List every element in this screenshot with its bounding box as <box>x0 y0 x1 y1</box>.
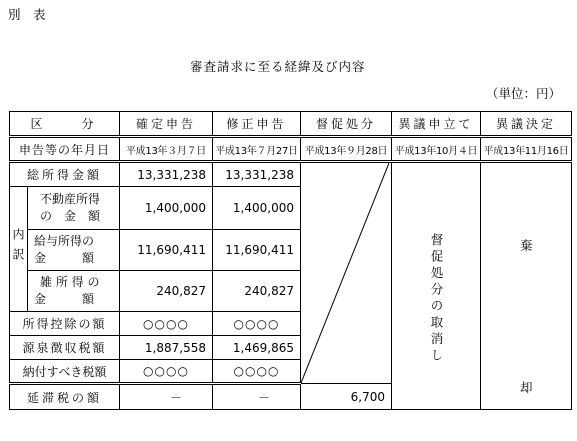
deduction-label: 所得控除の額 <box>10 312 120 336</box>
real-estate-label-line1: 不動産所得 <box>40 192 101 206</box>
delinquency-label: 延滞税の額 <box>10 384 120 410</box>
misc-label-line2: 金 額 <box>34 292 95 306</box>
tokusoku-merged-cell <box>301 162 392 384</box>
uchiwake-label: 内訳 <box>11 227 25 268</box>
withholding-shusei: 1,469,865 <box>213 336 301 360</box>
header-category: 区 分 <box>10 112 120 137</box>
date-igi-moushitate: 平成13年10月４日 <box>392 137 481 162</box>
objection-text: 督促処分の取消し <box>429 233 444 365</box>
uchiwake-cell <box>10 187 28 312</box>
withholding-kakutei: 1,887,558 <box>120 336 213 360</box>
objection-cell <box>392 162 481 410</box>
date-kakutei: 平成13年３月７日 <box>120 137 213 162</box>
header-kakutei: 確定申告 <box>120 112 213 137</box>
unit-label: （単位：円） <box>486 86 562 101</box>
decision-cell <box>481 162 572 410</box>
misc-kakutei: 240,827 <box>120 271 213 312</box>
real-estate-label-line2: の 金 額 <box>40 209 101 223</box>
total-income-kakutei: 13,331,238 <box>120 162 213 187</box>
real-estate-shusei: 1,400,000 <box>213 187 301 230</box>
tax-payable-shusei: ○○○○ <box>213 360 301 384</box>
misc-label-line1: 雑 所 得 の <box>40 275 100 289</box>
misc-label <box>28 271 120 312</box>
document-title: 審査請求に至る経緯及び内容 <box>190 59 366 74</box>
date-row <box>10 137 572 162</box>
date-tokusoku: 平成13年９月28日 <box>301 137 392 162</box>
total-income-label: 総所得金額 <box>10 162 120 187</box>
header-igi-moushitate: 異議申立て <box>392 112 481 137</box>
salary-kakutei: 11,690,411 <box>120 230 213 271</box>
salary-label <box>28 230 120 271</box>
header-row <box>10 112 572 137</box>
delinquency-shusei: － <box>213 384 301 410</box>
diagonal-slash <box>301 163 389 383</box>
table-row <box>10 162 572 187</box>
header-igi-kettei: 異議決定 <box>481 112 572 137</box>
tax-payable-kakutei: ○○○○ <box>120 360 213 384</box>
real-estate-kakutei: 1,400,000 <box>120 187 213 230</box>
real-estate-label <box>28 187 120 230</box>
salary-shusei: 11,690,411 <box>213 230 301 271</box>
decision-top-char: 棄 <box>520 238 533 253</box>
date-igi-kettei: 平成13年11月16日 <box>481 137 572 162</box>
date-shusei: 平成13年７月27日 <box>213 137 301 162</box>
salary-label-line2: 金 額 <box>34 251 95 265</box>
total-income-shusei: 13,331,238 <box>213 162 301 187</box>
header-shusei: 修正申告 <box>213 112 301 137</box>
tax-payable-label: 納付すべき税額 <box>10 360 120 384</box>
delinquency-kakutei: － <box>120 384 213 410</box>
date-row-label: 申告等の年月日 <box>10 137 120 162</box>
withholding-label: 源泉徴収税額 <box>10 336 120 360</box>
salary-label-line1: 給与所得の <box>34 234 95 248</box>
deduction-kakutei: ○○○○ <box>120 312 213 336</box>
deduction-shusei: ○○○○ <box>213 312 301 336</box>
procedure-table <box>9 111 572 410</box>
decision-bottom-char: 却 <box>520 380 533 395</box>
delinquency-tokusoku: 6,700 <box>301 384 392 410</box>
appendix-label: 別 表 <box>8 7 46 22</box>
misc-shusei: 240,827 <box>213 271 301 312</box>
header-tokusoku: 督促処分 <box>301 112 392 137</box>
